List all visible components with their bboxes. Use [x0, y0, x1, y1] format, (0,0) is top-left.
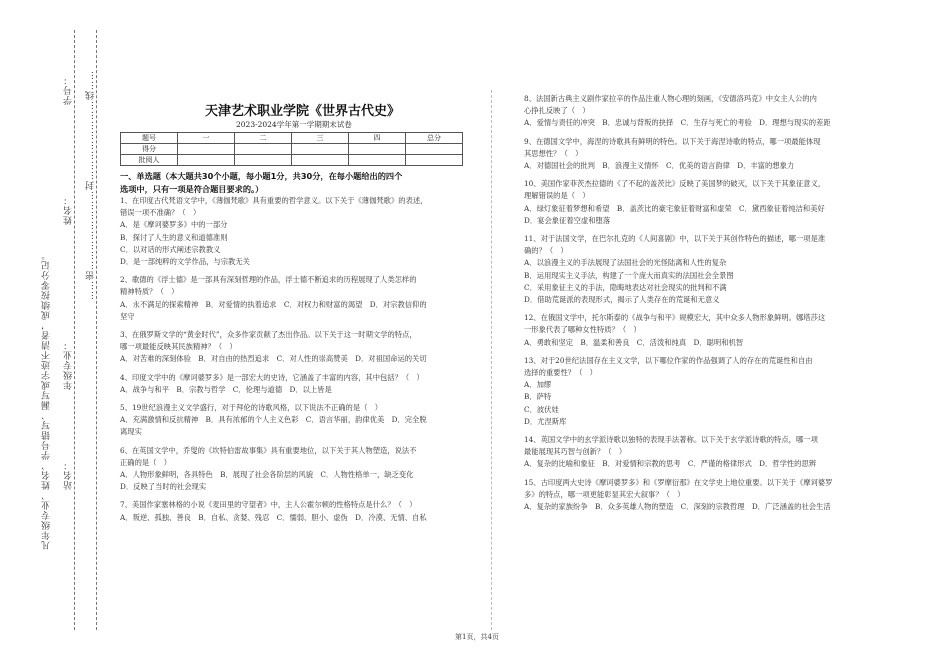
name-label: 姓名： [64, 195, 74, 225]
reviewer-row [121, 155, 463, 166]
option-line: A．充满激情和反抗精神 B．具有浓郁的个人主义色彩 C．语言华丽，韵律优美 D．完全脱 [120, 415, 427, 425]
question-line: 4、印度文学中的《摩诃婆罗多》是一部宏大的史诗，它涵盖了丰富的内容，其中包括？（ ） [120, 372, 424, 382]
question-line: 选择的重要性？（ ） [524, 368, 597, 378]
option-line: A．是《摩诃婆罗多》中的一部分 [120, 220, 228, 230]
binding-strip [0, 0, 100, 672]
option-line: D．反映了当时的社会现实 [120, 482, 207, 492]
question-line: 5、19世纪浪漫主义文学盛行，对于拜伦的诗歌风格，以下说法不正确的是（ ） [120, 403, 383, 413]
question-line: 一形象代表了哪种女性特质？（ ） [524, 325, 641, 335]
question-line: 3、在俄罗斯文学的“黄金时代”，众多作家贡献了杰出作品。以下关于这一时期文学的特点， [120, 330, 417, 340]
question-line: 最能展现其巧智与创新？（ ） [524, 447, 627, 457]
left-column [120, 170, 475, 524]
option-line: B．萨特 [524, 392, 552, 402]
option-line: 离现实 [120, 427, 142, 437]
section-heading: 选项中，只有一项是符合题目要求的。） [120, 183, 264, 194]
school-label: 站名： [64, 460, 74, 490]
page-footer: 第1页，共4页 [455, 633, 499, 641]
question-line: 13、对于20世纪法国存在主义文学，以下哪位作家的作品强调了人的存在的荒诞性和自由 [524, 355, 813, 365]
question-line: 精神特质？（ ） [120, 287, 179, 297]
question-line: 确的？（ ） [524, 246, 568, 256]
question-line: 正确的是（ ） [120, 457, 172, 467]
score-header-cell: 总分 [406, 133, 463, 144]
right-column [524, 93, 879, 513]
option-line: A．永不满足的探索精神 B．对爱情的执着追求 C．对权力和财富的渴望 D．对宗教信仰的 [120, 299, 427, 309]
question-line: 11、对于法国文学，在巴尔扎克的《人间喜剧》中，以下关于其创作特色的描述，哪一项是准 [524, 234, 826, 244]
question-line: 12、在俄国文学中，托尔斯泰的《战争与和平》规模宏大，其中众多人物形象鲜明。娜塔莎这 [524, 313, 826, 323]
notice-text: 凡年级专业、姓名、学号错写、漏写或字迹不清者，成绩按零分记。 [42, 250, 52, 550]
option-line: A．爱情与责任的冲突 B．忠诚与背叛的抉择 C．生存与死亡的考验 D．理想与现实的差距 [524, 118, 831, 128]
option-line: A．叛逆、孤独、善良 B．自私、贪婪、残忍 C．懦弱、胆小、虚伪 D．冷漠、无情、自私 [120, 512, 427, 522]
score-row [121, 144, 463, 155]
question-line: 心挣扎反映了（ ） [524, 106, 590, 116]
score-header-cell: 四 [349, 133, 406, 144]
score-row-label: 得分 [121, 144, 178, 155]
option-line: A．以浪漫主义的手法展现了法国社会的光怪陆离和人性的复杂 [524, 258, 727, 268]
seal-text: ……密……………………封……………………线…… [86, 70, 96, 300]
option-line: D．借助荒诞派的表现形式，揭示了人类存在的荒诞和无意义 [524, 295, 720, 305]
option-line: C．波伏娃 [524, 404, 559, 414]
score-header-cell: 题号 [121, 133, 178, 144]
score-header-cell: 三 [292, 133, 349, 144]
question-line: 9、在德国文学中，海涅的诗歌具有鲜明的特色。以下关于海涅诗歌的特点，哪一项最能体现 [524, 136, 821, 146]
question-line: 理解错误的是（ ） [524, 191, 590, 201]
question-line: 多》的特点，哪一项更能彰显其宏大叙事？（ ） [524, 489, 685, 499]
option-line: A．对德国社会的批判 B．浪漫主义情怀 C．优美的语言韵律 D．丰富的想象力 [524, 161, 795, 171]
exam-subtitle: 2023-2024学年第一学期期末试卷 [236, 120, 352, 129]
option-line: A．复杂的家族纷争 B．众多英雄人物的塑造 C．深刻的宗教哲理 D．广泛涵盖的社会生活 [524, 502, 831, 512]
exam-number-label: 学号： [64, 75, 74, 105]
option-line: A．人物形象鲜明，各具特色 B．展现了社会各阶层的风貌 C．人物性格单一，缺乏变化 [120, 470, 414, 480]
option-line: D．尤涅斯库 [524, 416, 567, 426]
seal-line-inner [74, 30, 75, 630]
question-line: 其思想性？（ ） [524, 148, 583, 158]
question-line: 10、美国作家菲茨杰拉德的《了不起的盖茨比》反映了美国梦的破灭，以下关于其象征意义， [524, 179, 826, 189]
score-header-cell: 一 [178, 133, 235, 144]
question-line: 14、英国文学中的玄学派诗歌以独特的表现手法著称。以下关于玄学派诗歌的特点，哪一项 [524, 435, 818, 445]
question-line: 15、古印度两大史诗《摩诃婆罗多》和《罗摩衍那》在文学史上地位重要。以下关于《摩诃婆罗 [524, 477, 833, 487]
section-heading: 一、单选题（本大题共30个小题，每小题1分，共30分，在每小题给出的四个 [120, 171, 403, 181]
option-line: A．复杂的比喻和象征 B．对爱情和宗教的思考 C．严谨的格律形式 D．哲学性的思辨 [524, 459, 817, 469]
option-line: A．加缪 [524, 380, 552, 390]
option-line: 坚守 [120, 311, 135, 321]
option-line: A．战争与和平 B．宗教与哲学 C．伦理与道德 D．以上皆是 [120, 384, 332, 394]
question-line: 哪一项最能反映其民族精神？（ ） [120, 342, 237, 352]
question-line: 7、美国作家塞林格的小说《麦田里的守望者》中，主人公霍尔顿的性格特点是什么？（ ） [120, 500, 417, 510]
option-line: C．以对话的形式阐述宗教教义 [120, 244, 221, 254]
grade-major-label: 年级专业： [64, 340, 74, 390]
question-line: 1、在印度古代梵语文学中，《薄伽梵歌》具有重要的哲学意义。以下关于《薄伽梵歌》的表述， [120, 196, 428, 205]
option-line: A．勇敢和坚定 B．温柔和善良 C．活泼和纯真 D．聪明和机智 [524, 337, 744, 347]
score-header-cell: 二 [235, 133, 292, 144]
option-line: B．运用现实主义手法，构建了一个庞大而真实的法国社会全景图 [524, 270, 734, 280]
option-line: D．是一部纯粹的文学作品，与宗教无关 [120, 257, 250, 267]
question-line: 2、歌德的《浮士德》是一部具有深刻哲理的作品，浮士德不断追求的历程展现了人类怎样的 [120, 275, 417, 285]
column-divider [491, 90, 492, 630]
option-line: A．对苦难的深刻体验 B．对自由的热烈追求 C．对人性的崇高赞美 D．对祖国命运的关切 [120, 354, 427, 364]
exam-title: 天津艺术职业学院《世界古代史》 [205, 104, 401, 119]
reviewer-row-label: 批阅人 [121, 155, 178, 166]
question-line: 错误一项不准确？（ ） [120, 208, 201, 218]
question-line: 8、法国新古典主义剧作家拉辛的作品注重人物心理的刻画，《安德洛玛克》中女主人公的内 [524, 94, 817, 103]
question-line: 6、在英国文学中，乔叟的《坎特伯雷故事集》具有重要地位，以下关于其人物塑造，说法不 [120, 445, 417, 455]
option-line: B．探讨了人生的意义和道德准则 [120, 232, 228, 242]
option-line: C．采用象征主义的手法，隐晦地表达对社会现实的批判和不满 [524, 282, 727, 292]
option-line: D．宴会象征着空虚和堕落 [524, 215, 611, 225]
score-table [120, 132, 463, 166]
option-line: A．绿灯象征着梦想和希望 B．盖茨比的豪宅象征着财富和虚荣 C．黛西象征着纯洁和美好 [524, 203, 825, 213]
score-table-header [121, 133, 463, 144]
